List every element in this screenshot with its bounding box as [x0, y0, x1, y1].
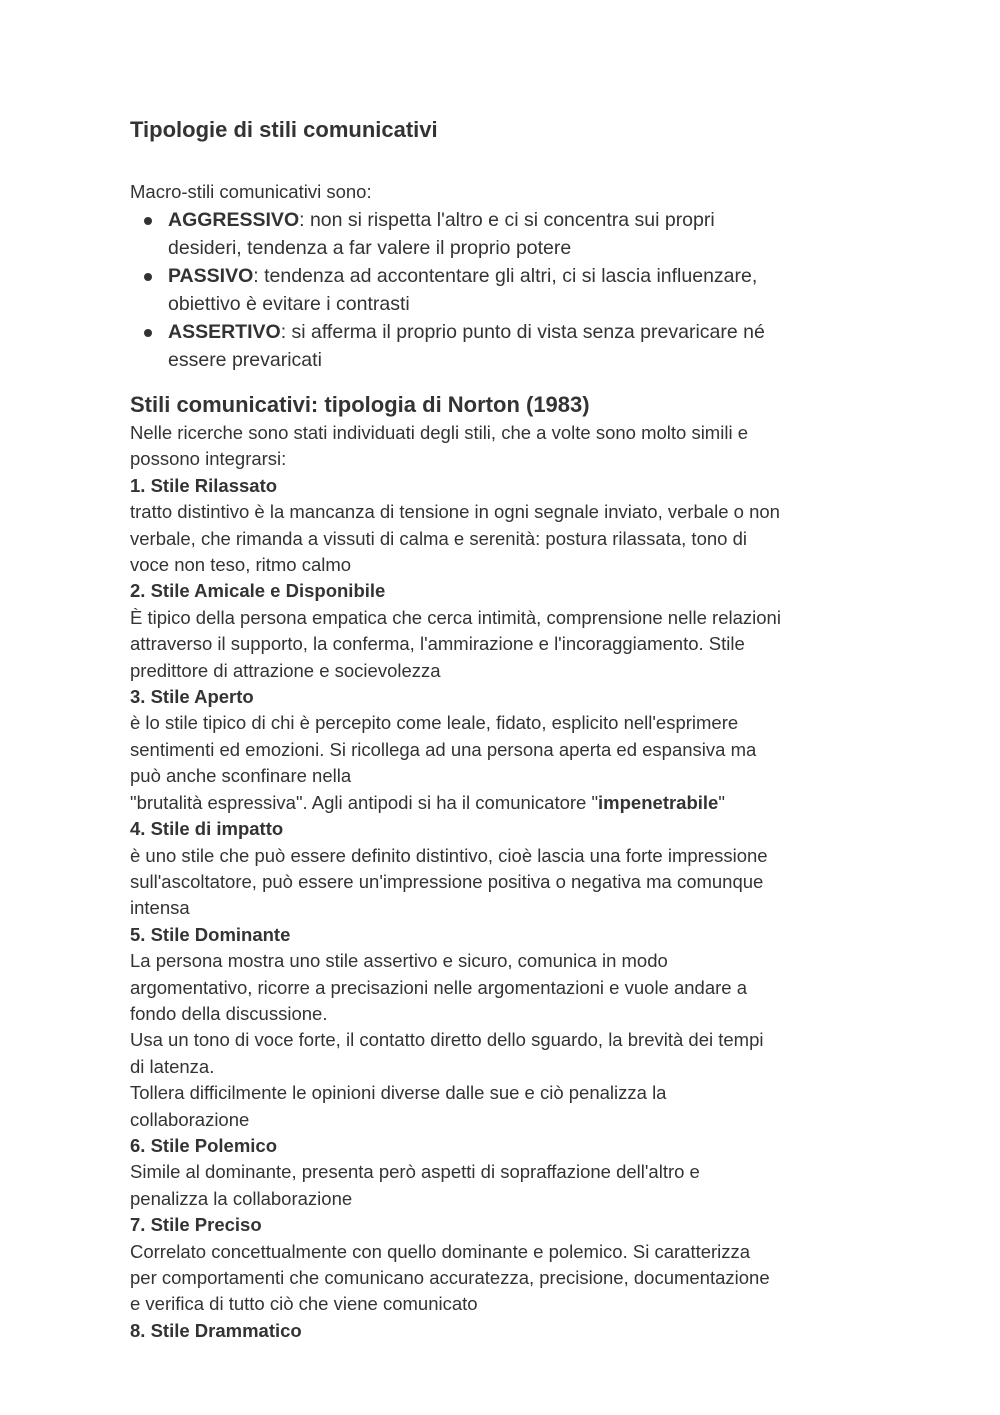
text-line: Correlato concettualmente con quello dominante e polemico. Si caratterizza	[130, 1240, 751, 1262]
text-line: di latenza.	[130, 1055, 215, 1077]
text-line: attraverso il supporto, la conferma, l'ammirazione e l'incoraggiamento. Stile	[130, 633, 745, 655]
macro-style-name: PASSIVO	[168, 265, 254, 287]
styles-list	[130, 473, 870, 1344]
macro-style-name: ASSERTIVO	[168, 321, 281, 343]
text-line: tratto distintivo è la mancanza di tensione in ogni segnale inviato, verbale o non	[130, 501, 780, 523]
text-line: Tollera difficilmente le opinioni diverse dalle sue e ciò penalizza la	[130, 1082, 667, 1104]
section-intro	[130, 420, 870, 473]
text-line: La persona mostra uno stile assertivo e sicuro, comunica in modo	[130, 950, 668, 972]
style-description	[130, 1239, 870, 1318]
text-line: per comportamenti che comunicano accuratezza, precisione, documentazione	[130, 1267, 770, 1288]
text-line: È tipico della persona empatica che cerca intimità, comprensione nelle relazioni	[130, 606, 781, 628]
text-line: collaborazione	[130, 1108, 250, 1130]
text-line: argomentativo, ricorre a precisazioni nelle argomentazioni e vuole andare a	[130, 976, 748, 998]
text-line: voce non teso, ritmo calmo	[130, 554, 352, 576]
emphasis-text: impenetrabile	[598, 791, 719, 813]
text-line: intensa	[130, 897, 190, 919]
text-line: possono integrarsi:	[130, 448, 287, 470]
text-line: è uno stile che può essere definito distintivo, cioè lascia una forte impressione	[130, 844, 768, 866]
text-line: fondo della discussione.	[130, 1002, 328, 1024]
text-line: penalizza la collaborazione	[130, 1187, 353, 1209]
style-description	[130, 499, 870, 578]
text-line: predittore di attrazione e socievolezza	[130, 659, 441, 681]
style-title: 1. Stile Rilassato	[130, 474, 278, 496]
text-line: sentimenti ed emozioni. Si ricollega ad una persona aperta ed espansiva ma	[130, 738, 757, 760]
style-description	[130, 1159, 870, 1212]
style-title: 8. Stile Drammatico	[130, 1319, 302, 1341]
list-item	[168, 262, 870, 318]
style-title: 2. Stile Amicale e Disponibile	[130, 580, 386, 602]
text-line: "	[718, 791, 725, 813]
macro-style-desc: : non si rispetta l'altro e ci si concentra sui propri	[299, 209, 715, 231]
text-line: Nelle ricerche sono stati individuati degli stili, che a volte sono molto simili e	[130, 422, 748, 443]
macro-style-desc: essere prevaricati	[168, 349, 322, 371]
macro-style-desc: desideri, tendenza a far valere il proprio potere	[168, 237, 572, 259]
list-item	[168, 206, 870, 262]
text-line: Usa un tono di voce forte, il contatto diretto dello sguardo, la brevità dei tempi	[130, 1029, 764, 1051]
text-line: sull'ascoltatore, può essere un'impressione positiva o negativa ma comunque	[130, 870, 764, 892]
page-title: Tipologie di stili comunicativi	[130, 117, 438, 142]
text-line: è lo stile tipico di chi è percepito come leale, fidato, esplicito nell'esprimere	[130, 712, 739, 734]
macro-styles-list	[130, 206, 870, 374]
macro-style-desc: obiettivo è evitare i contrasti	[168, 293, 410, 315]
style-description	[130, 710, 870, 816]
style-description	[130, 948, 870, 1133]
style-title: 5. Stile Dominante	[130, 923, 291, 945]
style-description	[130, 605, 870, 684]
macro-style-desc: : si afferma il proprio punto di vista senza prevaricare né	[280, 321, 765, 343]
macro-style-name: AGGRESSIVO	[168, 209, 300, 231]
text-line: Simile al dominante, presenta però aspetti di sopraffazione dell'altro e	[130, 1161, 700, 1183]
text-line: può anche sconfinare nella	[130, 765, 352, 787]
style-description	[130, 843, 870, 922]
text-line: verbale, che rimanda a vissuti di calma e serenità: postura rilassata, tono di	[130, 527, 747, 549]
text-line: e verifica di tutto ciò che viene comunicato	[130, 1293, 478, 1315]
text-line: "brutalità espressiva". Agli antipodi si ha il comunicatore "	[130, 791, 599, 813]
style-title: 4. Stile di impatto	[130, 818, 284, 840]
style-title: 7. Stile Preciso	[130, 1214, 262, 1236]
section-title: Stili comunicativi: tipologia di Norton (1983)	[130, 392, 590, 417]
style-title: 3. Stile Aperto	[130, 686, 254, 708]
style-title: 6. Stile Polemico	[130, 1134, 278, 1156]
intro-text: Macro-stili comunicativi sono:	[130, 181, 372, 202]
list-item	[168, 318, 870, 374]
macro-style-desc: : tendenza ad accontentare gli altri, ci si lascia influenzare,	[253, 265, 758, 287]
